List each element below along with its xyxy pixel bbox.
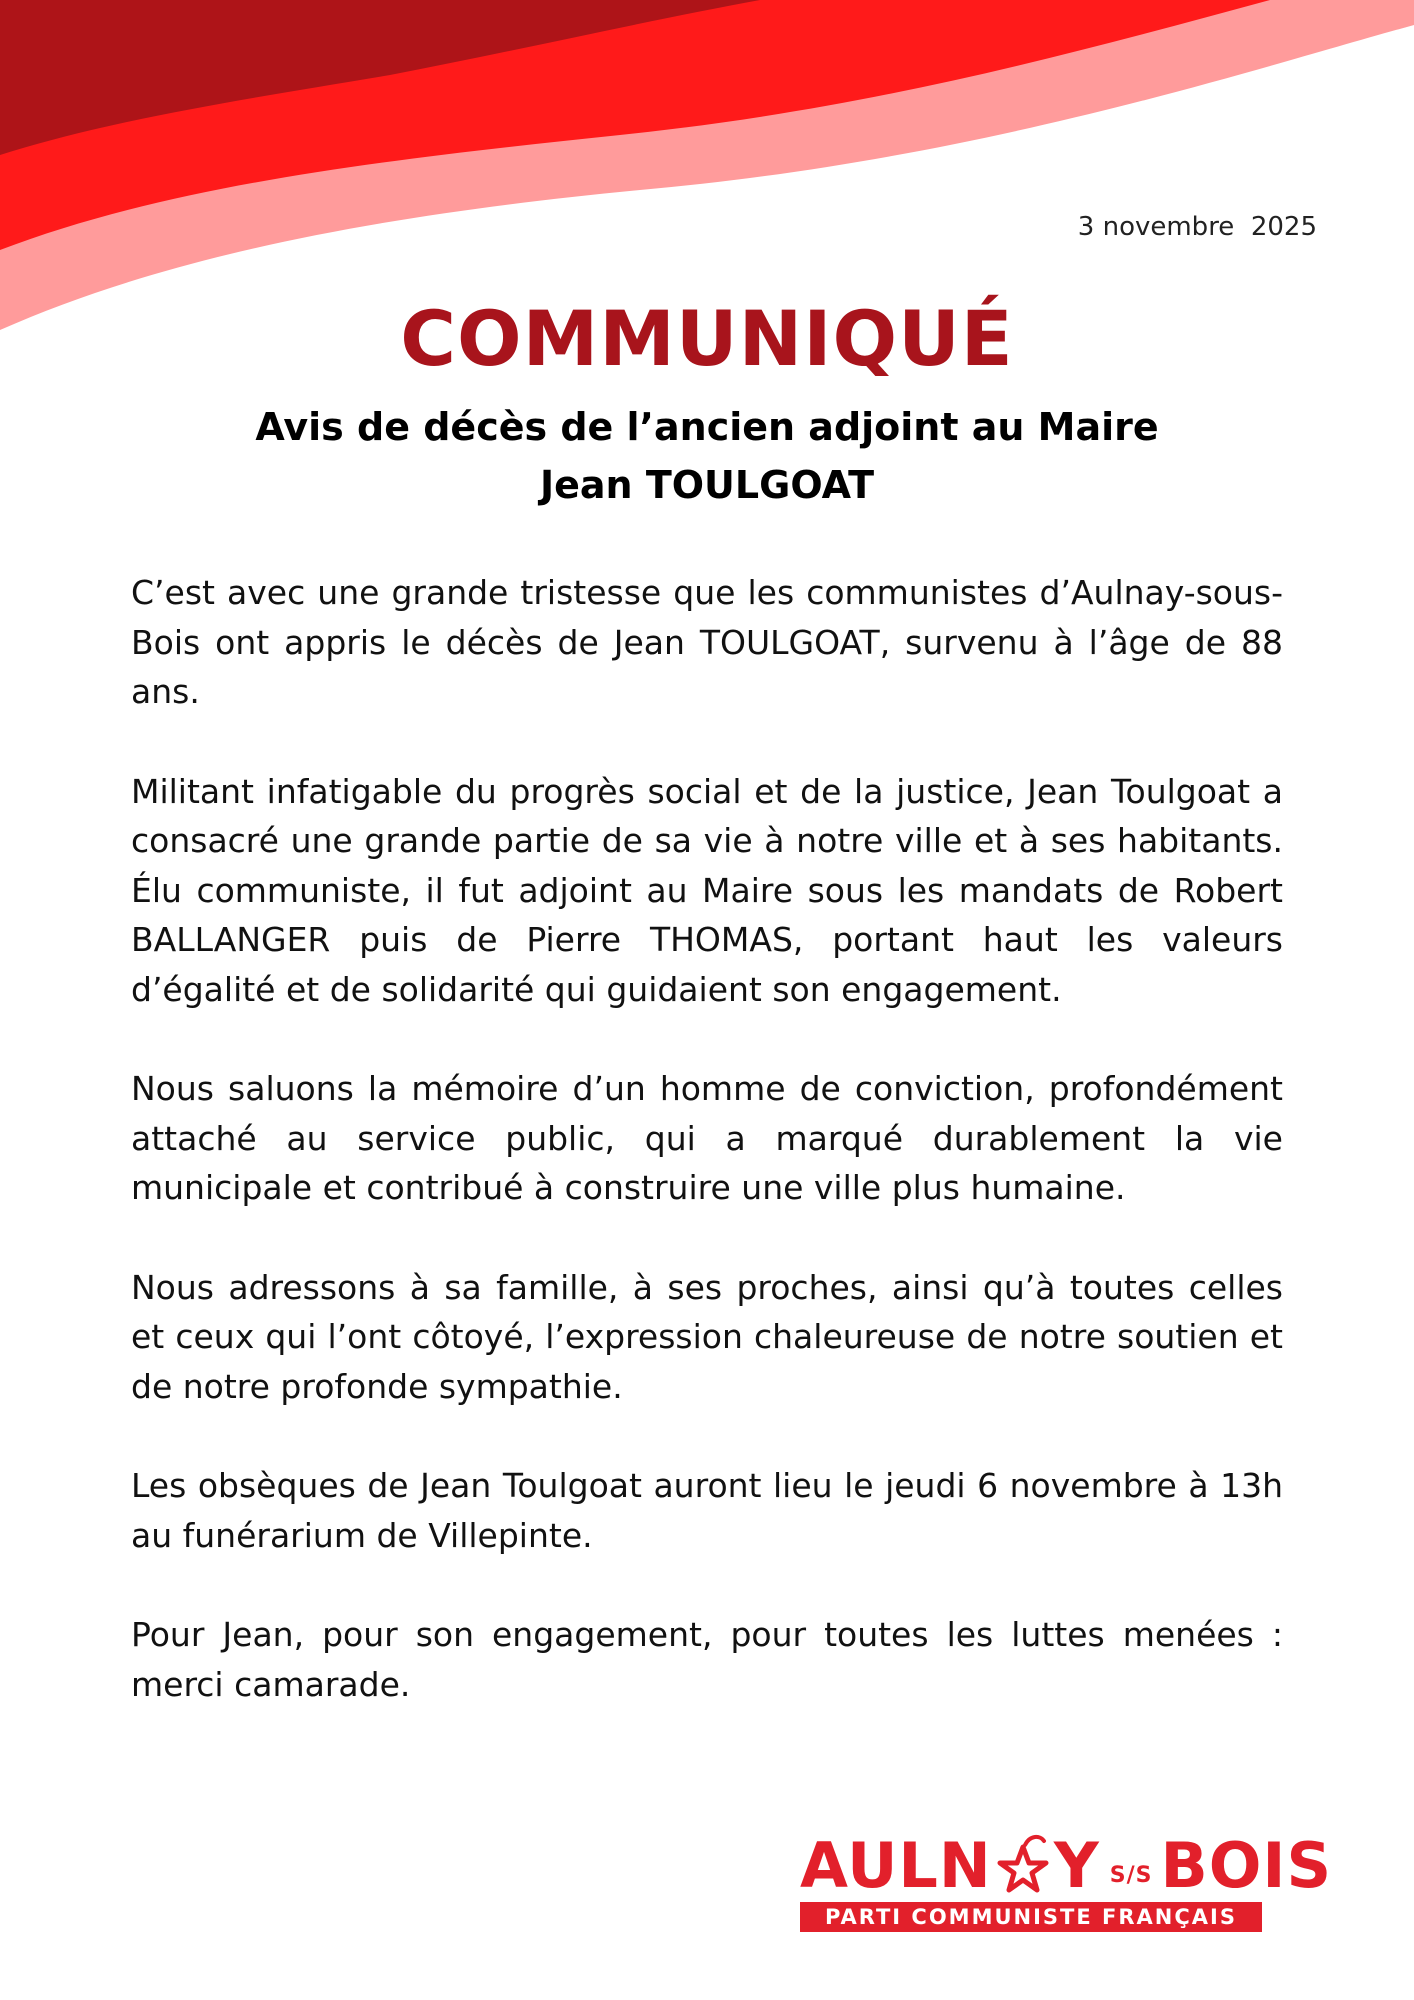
logo-party-band: PARTI COMMUNISTE FRANÇAIS bbox=[800, 1902, 1262, 1932]
logo-text-aulnay: AULN bbox=[800, 1829, 992, 1902]
paragraph-condolences: Nous adressons à sa famille, à ses proches, ainsi qu’à toutes celles et ceux qui l’ont côtoyé, l’expression chaleureuse de notre soutien et de notre profonde sympathie. bbox=[131, 1267, 1283, 1406]
paragraph-funeral-details: Les obsèques de Jean Toulgoat auront lieu le jeudi 6 novembre à 13h au funérarium de Villepinte. bbox=[131, 1466, 1283, 1555]
page-title: COMMUNIQUÉ bbox=[400, 293, 1014, 383]
paragraph-biography: Militant infatigable du progrès social et de la justice, Jean Toulgoat a consacré une grande partie de sa vie à notre ville et à ses habitants. Élu communiste, il fut adjoint au Maire sous les mandats de Robert BALLANGER puis de Pierre THOMAS, portant haut les valeurs d’égalité et de solidarité qui guidaient son engagement. bbox=[131, 771, 1283, 1009]
document-date: 3 novembre 2025 bbox=[1077, 212, 1317, 242]
logo-text-sur: S/S bbox=[1109, 1863, 1153, 1888]
subtitle-line-1: Avis de décès de l’ancien adjoint au Maire bbox=[255, 405, 1159, 449]
aulnay-pcf-logo bbox=[800, 1825, 1333, 1935]
logo-text-y: Y bbox=[1053, 1829, 1100, 1902]
logo-text-bois: BOIS bbox=[1160, 1829, 1333, 1902]
paragraph-tribute: Nous saluons la mémoire d’un homme de conviction, profondément attaché au service public, qui a marqué durablement la vie municipale et contribué à construire une ville plus humaine. bbox=[131, 1069, 1283, 1207]
document-subtitle bbox=[0, 398, 1414, 514]
logo-wordmark bbox=[800, 1825, 1333, 1902]
paragraph-announcement: C’est avec une grande tristesse que les communistes d’Aulnay-sous-Bois ont appris le décès de Jean TOULGOAT, survenu à l’âge de 88 ans. bbox=[131, 573, 1283, 711]
document-body bbox=[131, 568, 1283, 1759]
header-wave-decoration bbox=[0, 0, 1414, 340]
star-icon bbox=[994, 1833, 1052, 1897]
subtitle-line-2: Jean TOULGOAT bbox=[540, 463, 874, 507]
paragraph-closing: Pour Jean, pour son engagement, pour toutes les luttes menées : merci camarade. bbox=[131, 1615, 1283, 1704]
